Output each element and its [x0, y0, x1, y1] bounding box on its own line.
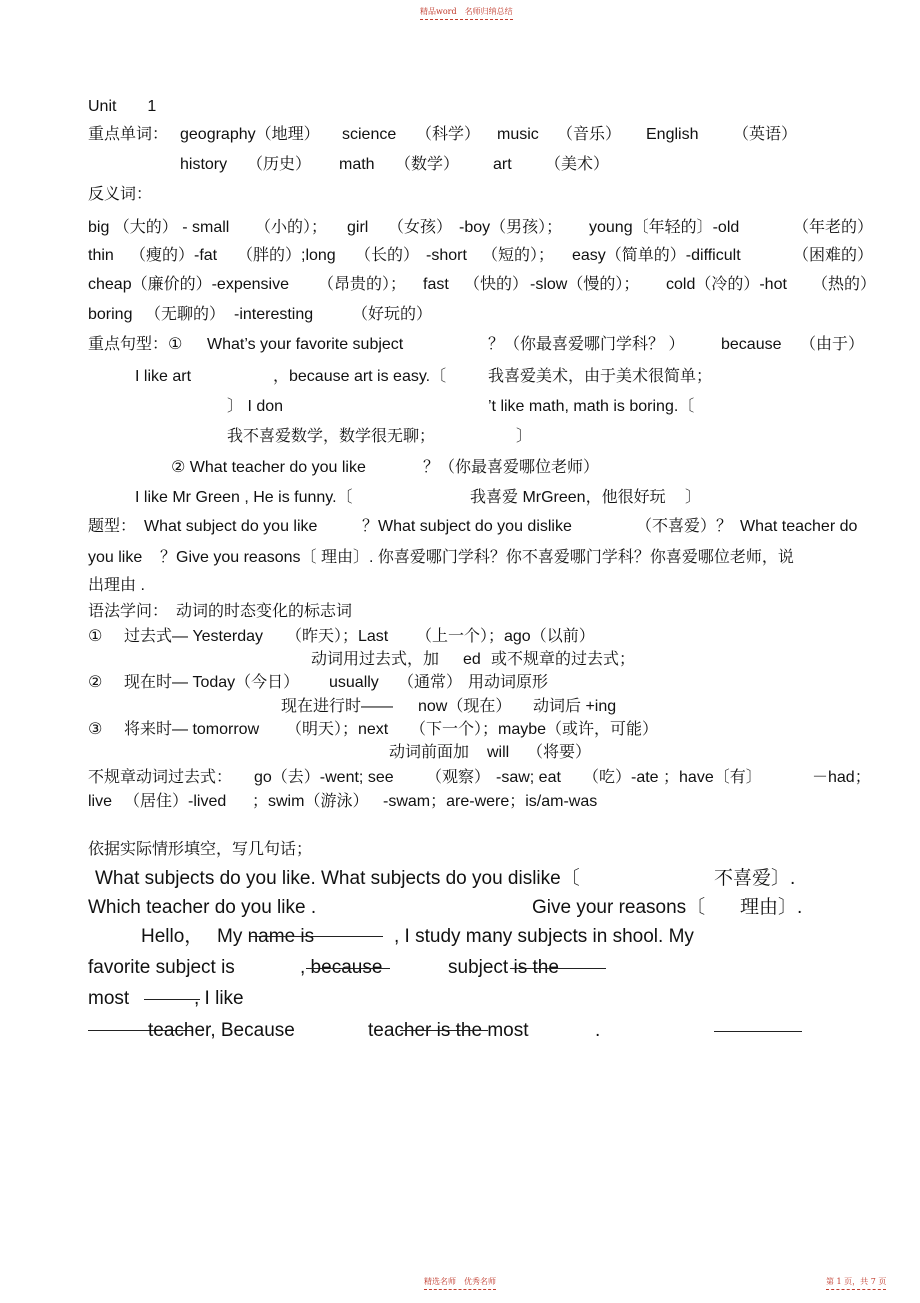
writing-line: My name is — [217, 926, 315, 947]
blank-line[interactable] — [714, 1031, 802, 1032]
grammar-text: usually — [329, 674, 379, 691]
grammar-text: will — [487, 744, 510, 761]
vocab-item: English — [646, 126, 699, 143]
writing-line: most — [88, 988, 130, 1009]
antonym-pair: （胖的）;long — [237, 247, 336, 264]
antonym-pair: （小的）； — [255, 219, 328, 236]
task-text: ？Give you reasons〔 理由〕. 你喜爱哪门学科？你不喜爱哪门学科？你喜爱哪位老师，说 — [160, 549, 794, 566]
sentence: ，because art is easy.〔 — [273, 368, 447, 385]
antonym-pair: cheap（廉价的）-expensive — [88, 276, 289, 293]
vocab-item: （英语） — [733, 126, 798, 143]
grammar-text: 或不规章的过去式； — [491, 651, 636, 668]
vocab-item: （数学） — [395, 156, 460, 173]
grammar-num: ① — [88, 628, 103, 645]
antonym-pair: easy（简单的）-difficult — [572, 247, 741, 264]
sentence: 我不喜爱数学，数学很无聊； — [227, 428, 436, 445]
sentence: I like Mr Green , He is funny.〔 — [135, 489, 353, 506]
blank-line[interactable] — [400, 1030, 488, 1031]
antonym-pair: （无聊的） — [145, 306, 226, 323]
sentences-label: 重点句型：① — [88, 336, 183, 353]
irregular-label: 不规章动词过去式： — [88, 769, 233, 786]
vocab-item: （科学） — [416, 126, 481, 143]
page-number: 第 1 页，共 7 页 — [826, 1276, 886, 1290]
antonym-pair: -interesting — [234, 306, 314, 323]
antonym-pair: cold（冷的）-hot — [666, 276, 787, 293]
antonym-pair: （女孩） — [388, 219, 453, 236]
blank-line[interactable] — [510, 968, 606, 969]
vocab-item: history — [180, 156, 228, 173]
grammar-text: （下一个）；maybe（或许，可能） — [410, 721, 659, 738]
sentence: 〕 — [685, 489, 702, 506]
antonym-pair: fast — [423, 276, 449, 293]
antonym-pair: （好玩的） — [352, 306, 433, 323]
grammar-text: 现在进行时—— — [281, 698, 394, 715]
grammar-num: ② — [88, 674, 103, 691]
irregular-text: （观察） — [426, 769, 491, 786]
grammar-text: 将来时— tomorrow — [124, 721, 260, 738]
task-text: ？What subject do you dislike — [362, 518, 572, 535]
vocab-item: （音乐） — [557, 126, 622, 143]
footer-left: 精选名师 优秀名师 — [424, 1276, 496, 1290]
grammar-text: （通常） — [398, 674, 463, 691]
sentence: ② What teacher do you like — [171, 459, 366, 476]
antonym-pair: thin — [88, 247, 114, 264]
sentence: I like art — [135, 368, 192, 385]
vocab-item: music — [497, 126, 539, 143]
exercise-line: Which teacher do you like . — [88, 897, 317, 918]
irregular-text: -saw; eat — [496, 769, 561, 786]
irregular-text: go（去）-went; see — [254, 769, 394, 786]
writing-line: , I study many subjects in shool. My — [394, 926, 694, 947]
exercise-line: 不喜爱〕. — [714, 868, 796, 889]
antonym-pair: （热的） — [812, 276, 877, 293]
exercise-title: 依据实际情形填空，写几句话； — [88, 841, 313, 858]
grammar-text: （将要） — [527, 744, 592, 761]
writing-line: Hello， — [141, 926, 204, 947]
vocab-item: （美术） — [545, 156, 610, 173]
sentence: ？（你最喜爱哪门学科？ ） — [488, 336, 685, 353]
antonym-pair: young〔年轻的〕-old — [589, 219, 740, 236]
task-text: you like — [88, 549, 143, 566]
antonym-pair: -boy（男孩）； — [459, 219, 563, 236]
exercise-line: What subjects do you like. What subjects do you dislike〔 — [95, 868, 580, 889]
writing-line: teacher, Because — [148, 1020, 295, 1041]
irregular-text: －had； — [812, 769, 871, 786]
blank-line[interactable] — [144, 999, 200, 1000]
task-text: What subject do you like — [144, 518, 318, 535]
writing-line: subject is the — [448, 957, 559, 978]
writing-line: . — [595, 1020, 601, 1041]
grammar-text: 动词前面加 — [389, 744, 470, 761]
irregular-text: ；swim（游泳） — [252, 793, 369, 810]
unit-title — [88, 97, 156, 117]
sentence: because — [721, 336, 782, 353]
sentence: What’s your favorite subject — [207, 336, 404, 353]
sentence: ？（你最喜爱哪位老师） — [423, 459, 600, 476]
antonym-pair: -slow（慢的）； — [530, 276, 640, 293]
exercise-line: 理由〕. — [740, 897, 803, 918]
antonym-pair: （长的） — [355, 247, 420, 264]
antonym-pair: girl — [347, 219, 369, 236]
grammar-text: （明天）；next — [286, 721, 389, 738]
grammar-text: now（现在） — [418, 698, 512, 715]
grammar-num: ③ — [88, 721, 103, 738]
task-text: 题型： — [88, 518, 137, 535]
writing-line: teacher is the most — [368, 1020, 529, 1041]
sentence: 〕 — [516, 428, 533, 445]
exercise-line: Give your reasons〔 — [532, 897, 706, 918]
irregular-text: live — [88, 793, 113, 810]
unit-label: Unit — [88, 98, 117, 115]
sentence: ’t like math, math is boring.〔 — [488, 398, 695, 415]
antonyms-label: 反义词： — [88, 186, 153, 203]
grammar-text: （上一个）；ago（以前） — [416, 628, 595, 645]
grammar-text: （昨天）；Last — [286, 628, 389, 645]
antonym-pair: （瘦的）-fat — [130, 247, 218, 264]
irregular-text: -swam；are-were；is/am-was — [383, 793, 598, 810]
writing-line: , because — [300, 957, 383, 978]
antonym-pair: （年老的） — [793, 219, 874, 236]
task-text: （不喜爱）？ — [636, 518, 733, 535]
vocab-item: science — [342, 126, 397, 143]
grammar-text: 动词后 +ing — [533, 698, 617, 715]
page-header: 精品word 名师归纳总结 — [420, 6, 513, 20]
vocab-item: geography（地理） — [180, 126, 320, 143]
writing-line: , I like — [194, 988, 244, 1009]
antonym-pair: boring — [88, 306, 133, 323]
antonym-pair: -short — [426, 247, 467, 264]
grammar-text: 动词用过去式，加 — [311, 651, 440, 668]
vocab-item: （历史） — [247, 156, 312, 173]
vocab-item: art — [493, 156, 512, 173]
blank-line[interactable] — [306, 968, 390, 969]
grammar-text: 现在时— Today（今日） — [124, 674, 300, 691]
sentence: 我喜爱美术，由于美术很简单； — [488, 368, 713, 385]
antonym-pair: （短的）； — [482, 247, 555, 264]
vocab-item: math — [339, 156, 375, 173]
antonym-pair: （昂贵的）； — [318, 276, 407, 293]
sentence: 我喜爱 MrGreen，他很好玩 — [470, 489, 666, 506]
irregular-text: （吃）-ate ；have〔有〕 — [583, 769, 762, 786]
antonym-pair: （困难的） — [793, 247, 874, 264]
antonym-pair: big （大的） - small — [88, 219, 230, 236]
grammar-text: ed — [463, 651, 481, 668]
vocab-label: 重点单词： — [88, 126, 169, 143]
writing-line: favorite subject is — [88, 957, 235, 978]
task-text: What teacher do — [740, 518, 858, 535]
antonym-pair: （快的） — [464, 276, 529, 293]
blank-line[interactable] — [250, 936, 383, 937]
task-text: 出理由 . — [88, 577, 145, 594]
grammar-text: 过去式— Yesterday — [124, 628, 264, 645]
grammar-title: 语法学问： 动词的时态变化的标志词 — [88, 603, 353, 620]
unit-number: 1 — [147, 98, 157, 115]
grammar-text: 用动词原形 — [468, 674, 549, 691]
irregular-text: （居住）-lived — [124, 793, 227, 810]
sentence: 〕 I don — [227, 398, 284, 415]
sentence: （由于） — [800, 336, 865, 353]
